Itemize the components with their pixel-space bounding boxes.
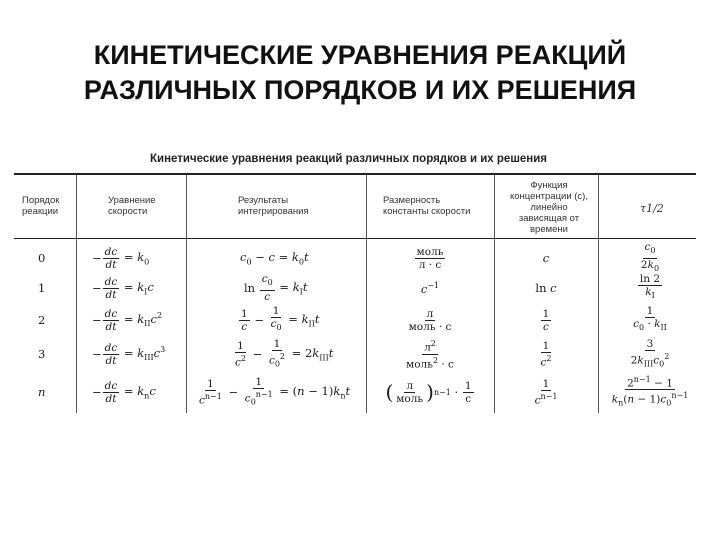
cell-units: $c^{-1}$ [420, 280, 440, 296]
header-rate: Уравнение скорости [108, 195, 156, 217]
header-linear-function: Функция концентрации (с), линейно зависящая от времени [510, 180, 588, 235]
column-divider [494, 175, 495, 413]
cell-units: $\frac{л}{\text{моль · с}}$ [408, 307, 452, 333]
cell-order: 1 [38, 281, 46, 295]
cell-half-life: $\frac{2^{n-1} - 1}{k_n(n - 1)c_0^{n-1}}$ [611, 374, 689, 409]
cell-linear: $\frac{1}{c^{n-1}}$ [534, 377, 558, 407]
cell-order: 3 [38, 347, 46, 361]
cell-integrated: $\frac{1}{c^{n-1}}$ − $\frac{1}{c_0^{n-1}}$ = $(n - 1)k_nt$ [199, 375, 351, 407]
cell-units: $\frac{\text{моль}}{л \cdot с}$ [416, 245, 444, 271]
column-divider [76, 175, 77, 413]
cell-linear: ln c [535, 281, 557, 295]
header-units: Размерность константы скорости [383, 195, 471, 217]
header-integrated: Результаты интегрирования [238, 195, 309, 217]
cell-half-life: $\frac{3}{2k_{III}c_0^2}$ [630, 337, 670, 369]
cell-integrated: $c_0 - c = k_0t$ [240, 249, 309, 267]
cell-half-life: $\frac{c_0}{2k_0}$ [640, 241, 660, 273]
cell-half-life: $\frac{\ln 2}{k_I}$ [639, 273, 661, 301]
header-half-life: τ1/2 [640, 202, 664, 215]
cell-integrated: $\frac{1}{c}$ − $\frac{1}{c_0}$ = $k_{II}t$ [241, 305, 320, 333]
cell-integrated: $\frac{1}{c^2}$ − $\frac{1}{c_0^2}$ = $2k_{III}t$ [235, 337, 334, 369]
cell-rate: − $\frac{dc}{dt}$ = $k_0$ [92, 245, 150, 271]
cell-rate: − $\frac{dc}{dt}$ = $k_nc$ [92, 379, 156, 405]
cell-integrated: ln $\frac{c_0}{c}$ = $k_It$ [244, 273, 308, 303]
column-divider [186, 175, 187, 413]
cell-order: 0 [38, 251, 46, 265]
slide-title: КИНЕТИЧЕСКИЕ УРАВНЕНИЯ РЕАКЦИЙ РАЗЛИЧНЫХ ПОРЯДКОВ И ИХ РЕШЕНИЯ [83, 40, 637, 105]
cell-linear: c [542, 251, 550, 265]
column-divider [366, 175, 367, 413]
cell-units: ( $\frac{л}{\text{моль}}$ ) n−1 · $\frac{1}{с}$ [385, 379, 472, 405]
header-order: Порядок реакции [22, 195, 60, 217]
table-top-rule [14, 173, 696, 175]
cell-half-life: $\frac{1}{c_0 \cdot k_{II}}$ [633, 305, 667, 333]
cell-rate: − $\frac{dc}{dt}$ = $k_{II}c^2$ [92, 307, 163, 333]
cell-linear: $\frac{1}{c^2}$ [540, 339, 552, 369]
cell-rate: − $\frac{dc}{dt}$ = $k_{III}c^3$ [92, 341, 166, 367]
cell-units: $\frac{л^2}{моль^2 \cdot с}$ [406, 339, 454, 370]
cell-linear: $\frac{1}{c}$ [542, 307, 550, 333]
column-divider [598, 175, 599, 413]
cell-order: 2 [38, 313, 46, 327]
table-caption: Кинетические уравнения реакций различных порядков и их решения [150, 153, 548, 165]
table-header-rule [14, 238, 696, 239]
cell-rate: − $\frac{dc}{dt}$ = $k_Ic$ [92, 275, 154, 301]
cell-order: n [38, 385, 46, 399]
